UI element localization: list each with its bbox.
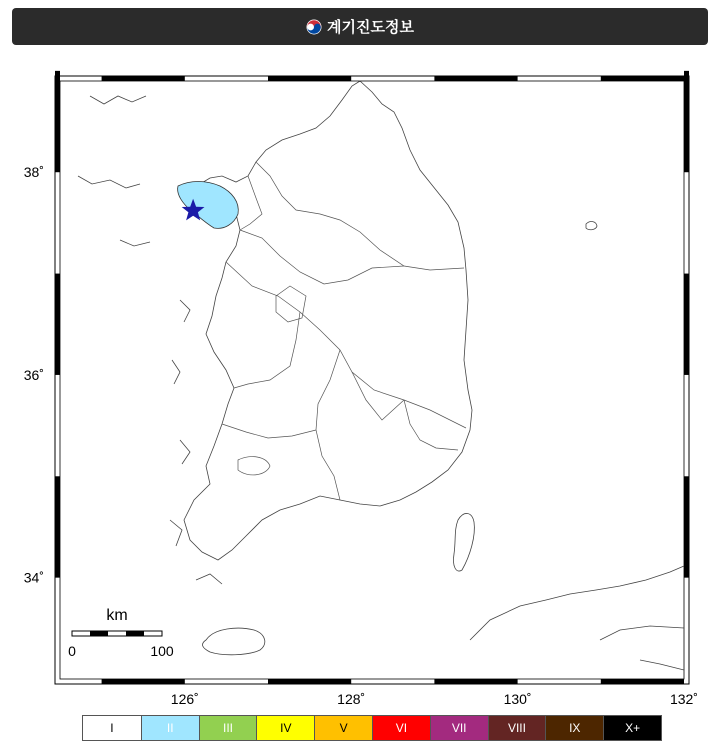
taegeuk-logo-icon <box>306 19 322 35</box>
longitude-labels <box>171 691 698 707</box>
frame-tick-bottom <box>102 679 185 684</box>
legend-cell: I <box>83 716 141 740</box>
frame-tick-top <box>601 76 684 81</box>
scale-bar-start: 0 <box>68 643 76 659</box>
legend-cell: VII <box>430 716 488 740</box>
legend-cell: V <box>314 716 372 740</box>
header-bar <box>12 8 708 45</box>
frame-tick-bottom <box>434 679 517 684</box>
frame-tick-left <box>55 476 60 577</box>
frame-tick-left <box>55 274 60 375</box>
seismic-intensity-map[interactable] <box>0 60 720 748</box>
latitude-labels <box>24 164 44 585</box>
scale-bar-unit: km <box>106 607 128 624</box>
legend-cell: VIII <box>488 716 546 740</box>
legend-cell: IX <box>545 716 603 740</box>
frame-tick-bottom <box>601 679 684 684</box>
frame-tick-left <box>55 71 60 172</box>
lon-label-126: 126˚ <box>170 691 199 707</box>
frame-tick-right <box>684 476 689 577</box>
legend-cell: IV <box>256 716 314 740</box>
lon-label-128: 128˚ <box>337 691 366 707</box>
scale-bar-black-segment-1 <box>90 631 108 636</box>
lat-label-38: 38˚ <box>23 164 44 181</box>
frame-tick-top <box>434 76 517 81</box>
legend-cell: II <box>141 716 199 740</box>
frame-tick-top <box>102 76 185 81</box>
scale-bar-white-segment <box>72 631 162 636</box>
scale-bar-end: 100 <box>150 643 174 659</box>
frame-tick-bottom <box>268 679 351 684</box>
map-frame <box>55 76 689 684</box>
frame-tick-right <box>684 274 689 375</box>
frame-tick-right <box>684 71 689 172</box>
intensity-legend <box>82 715 662 741</box>
legend-cell: III <box>199 716 257 740</box>
legend-cell: VI <box>372 716 430 740</box>
legend-cell: X+ <box>603 716 661 740</box>
lon-label-132: 132˚ <box>669 691 699 707</box>
scale-bar-black-segment-2 <box>126 631 144 636</box>
lon-label-130: 130˚ <box>503 691 532 707</box>
lat-label-34: 34˚ <box>23 569 44 586</box>
frame-tick-top <box>268 76 351 81</box>
page-title: 계기진도정보 <box>327 19 414 36</box>
lat-label-36: 36˚ <box>23 366 44 383</box>
